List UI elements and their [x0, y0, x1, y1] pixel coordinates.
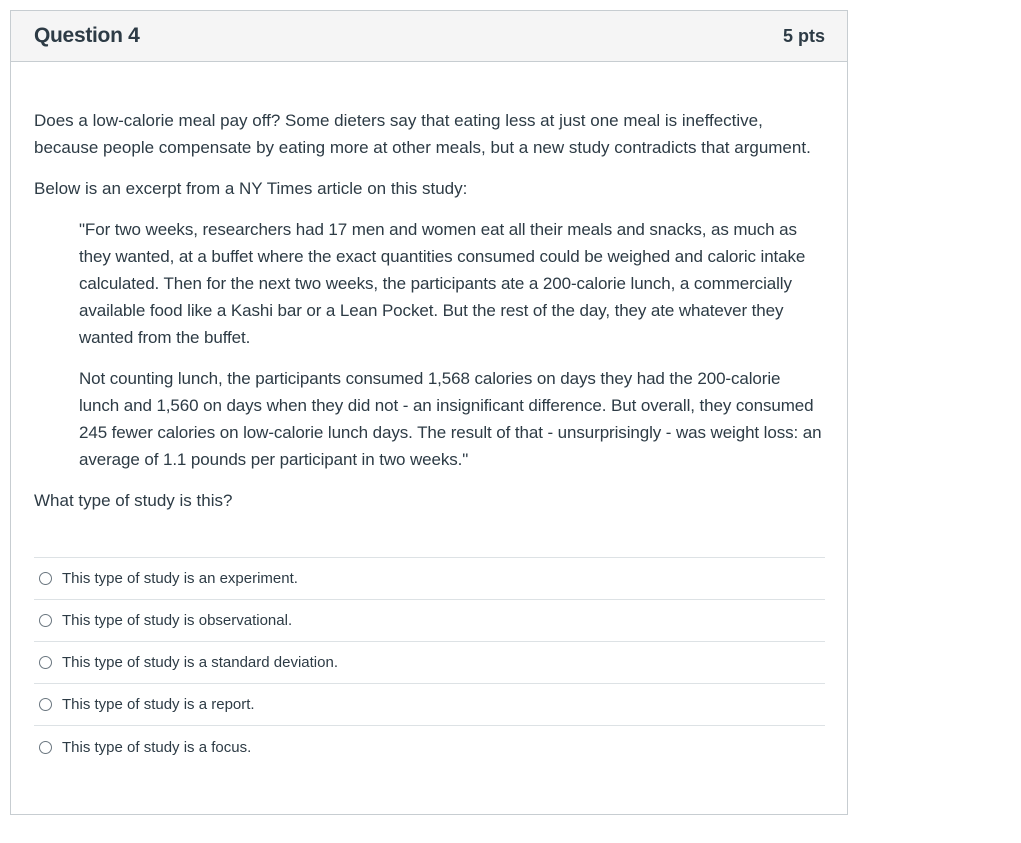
- radio-button-icon[interactable]: [39, 656, 52, 669]
- radio-button-icon[interactable]: [39, 572, 52, 585]
- answer-option-2[interactable]: [34, 600, 825, 642]
- answer-option-5[interactable]: [34, 726, 825, 768]
- question-excerpt-intro: Below is an excerpt from a NY Times article on this study:: [34, 179, 468, 198]
- answer-option-1[interactable]: [34, 558, 825, 600]
- radio-button-icon[interactable]: [39, 741, 52, 754]
- question-points: 5 pts: [782, 25, 825, 46]
- answer-label: This type of study is a report.: [62, 696, 255, 713]
- question-prompt: What type of study is this?: [34, 491, 233, 510]
- question-body: [11, 62, 847, 768]
- excerpt-paragraph-2: Not counting lunch, the participants consumed 1,568 calories on days they had the 200-calorie lunch and 1,560 on days when they did not - an insignificant difference. But overall, they consumed 245 fewer calories on low-calorie lunch days. The result of that - unsurprisingly - was weight loss: an average of 1.1 pounds per participant in two weeks.": [79, 369, 822, 469]
- answer-label: This type of study is an experiment.: [62, 570, 298, 587]
- answer-option-3[interactable]: [34, 642, 825, 684]
- radio-button-icon[interactable]: [39, 698, 52, 711]
- excerpt-paragraph-1: "For two weeks, researchers had 17 men and women eat all their meals and snacks, as much as they wanted, at a buffet where the exact quantities consumed could be weighed and caloric intake calculated. Then for the next two weeks, the participants ate a 200-calorie lunch, a commercially available food like a Kashi bar or a Lean Pocket. But the rest of the day, they ate whatever they wanted from the buffet.: [79, 220, 806, 347]
- answer-option-4[interactable]: [34, 684, 825, 726]
- answer-label: This type of study is a standard deviation.: [62, 654, 338, 671]
- radio-button-icon[interactable]: [39, 614, 52, 627]
- question-card: [10, 10, 848, 815]
- answer-list: [34, 557, 825, 768]
- answer-label: This type of study is a focus.: [62, 738, 252, 756]
- question-intro-text: Does a low-calorie meal pay off? Some dieters say that eating less at just one meal is ineffective, because people compensate by eating more at other meals, but a new study contradicts that argument.: [34, 111, 811, 157]
- answer-label: This type of study is observational.: [62, 612, 293, 629]
- question-header: [11, 11, 847, 62]
- question-title: Question 4: [34, 24, 140, 47]
- article-excerpt: [79, 216, 825, 473]
